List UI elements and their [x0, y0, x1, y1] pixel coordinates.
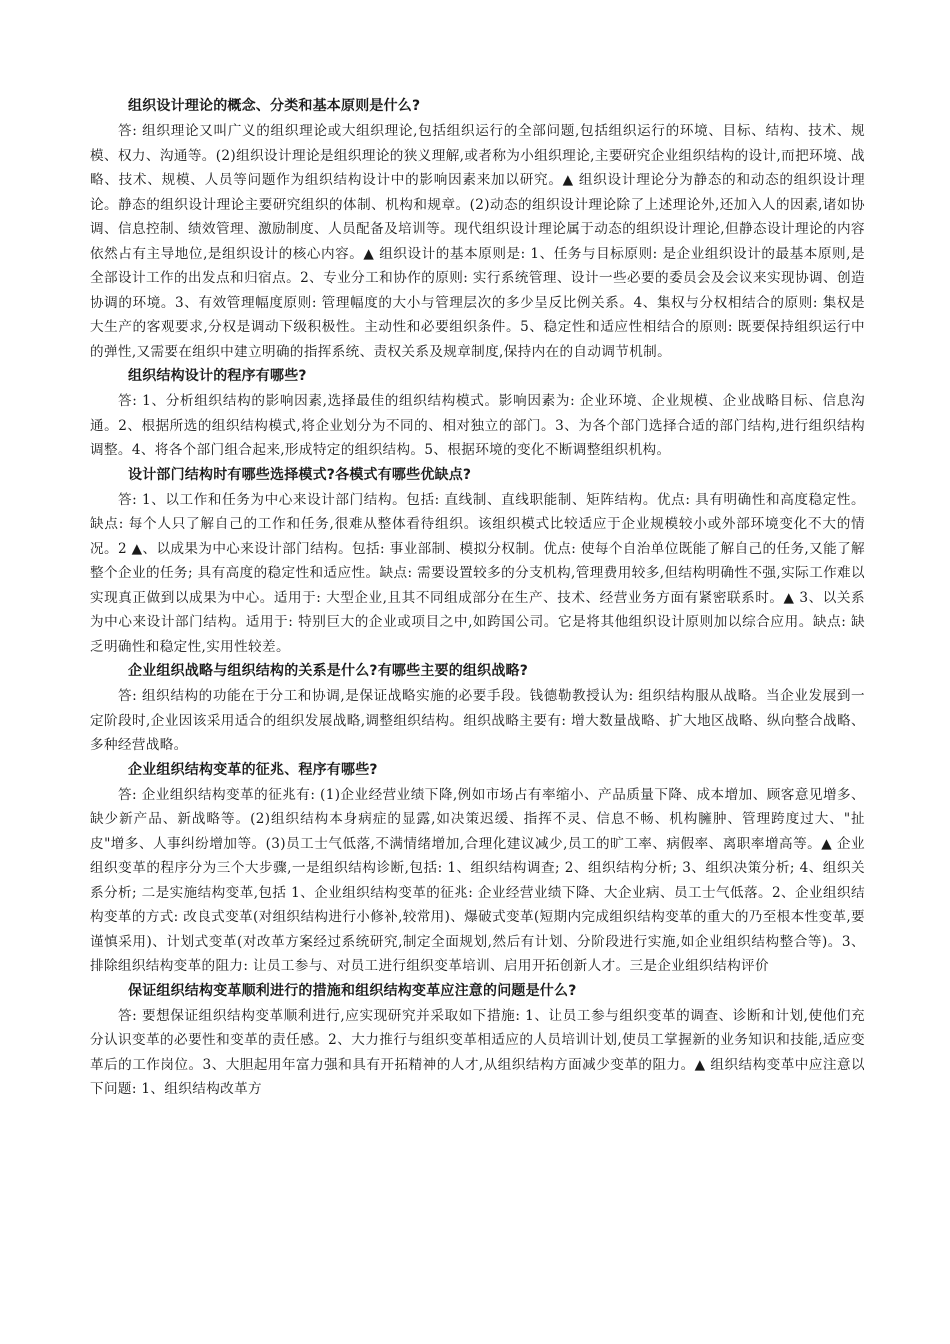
answer-text: 答: 要想保证组织结构变革顺利进行,应实现研究并采取如下措施: 1、让员工参与组织变革的调查、诊断和计划,使他们充分认识变革的必要性和变革的责任感。2、大力推行与组织变革相适应的人员培训计划,使员工掌握新的业务知识和技能,适应变革后的工作岗位。3、大胆起用年富力强和具有开拓精神的人才,从组织结构方面减少变革的阻力。▲ 组织结构变革中应注意以下问题: 1、组织结构改革方: [90, 1007, 865, 1097]
qa-section-department-models: [90, 463, 865, 660]
answer-text: 答: 组织结构的功能在于分工和协调,是保证战略实施的必要手段。钱德勒教授认为: 组织结构服从战略。当企业发展到一定阶段时,企业因该采用适合的组织发展战略,调整组织结构。组织战略主要有: 增大数量战略、扩大地区战略、纵向整合战略、多种经营战略。: [90, 688, 865, 753]
question-heading: 组织结构设计的程序有哪些?: [128, 368, 307, 384]
qa-section-strategy-structure: [90, 659, 865, 758]
answer-text: 答: 组织理论又叫广义的组织理论或大组织理论,包括组织运行的全部问题,包括组织运行的环境、目标、结构、技术、规模、权力、沟通等。(2)组织设计理论是组织理论的狭义理解,或者称为小组织理论,主要研究企业组织结构的设计,而把环境、战略、技术、规模、人员等问题作为组织结构设计中的影响因素来加以研究。▲ 组织设计理论分为静态的和动态的组织设计理论。静态的组织设计理论主要研究组织的体制、机构和规章。(2)动态的组织设计理论除了上述理论外,还加入人的因素,诸如协调、信息控制、绩效管理、激励制度、人员配备及培训等。现代组织设计理论属于动态的组织设计理论,但静态设计理论的内容依然占有主导地位,是组织设计的核心内容。▲ 组织设计的基本原则是: 1、任务与目标原则: 是企业组织设计的最基本原则,是全部设计工作的出发点和归宿点。2、专业分工和协作的原则: 实行系统管理、设计一些必要的委员会及会议来实现协调、创造协调的环境。3、有效管理幅度原则: 管理幅度的大小与管理层次的多少呈反比例关系。4、集权与分权相结合的原则: 集权是大生产的客观要求,分权是调动下级积极性。主动性和必要组织条件。5、稳定性和适应性相结合的原则: 既要保持组织运行中的弹性,又需要在组织中建立明确的指挥系统、责权关系及规章制度,保持内在的自动调节机制。: [90, 123, 865, 360]
qa-section-design-procedure: [90, 364, 865, 463]
question-heading: 企业组织结构变革的征兆、程序有哪些?: [128, 761, 378, 778]
question-heading: 企业组织战略与组织结构的关系是什么?有哪些主要的组织战略?: [128, 663, 529, 679]
answer-text: 答: 1、以工作和任务为中心来设计部门结构。包括: 直线制、直线职能制、矩阵结构。优点: 具有明确性和高度稳定性。缺点: 每个人只了解自己的工作和任务,很难从整体看待组织。该组织模式比较适应于企业规模较小或外部环境变化不大的情况。2 ▲、以成果为中心来设计部门结构。包括: 事业部制、模拟分权制。优点: 使每个自治单位既能了解自己的任务,又能了解整个企业的任务; 具有高度的稳定性和适应性。缺点: 需要设置较多的分支机构,管理费用较多,但结构明确性不强,实际工作难以实现真正做到以成果为中心。适用于: 大型企业,且其不同组成部分在生产、技术、经营业务方面有紧密联系时。▲ 3、以关系为中心来设计部门结构。适用于: 特别巨大的企业或项目之中,如跨国公司。它是将其他组织设计原则加以综合应用。缺点: 缺乏明确性和稳定性,实用性较差。: [90, 491, 865, 655]
question-heading: 设计部门结构时有哪些选择模式?各模式有哪些优缺点?: [128, 466, 472, 483]
document-page: [90, 92, 865, 1102]
qa-section-change-measures: [90, 979, 865, 1102]
answer-text: 答: 企业组织结构变革的征兆有: (1)企业经营业绩下降,例如市场占有率缩小、产品质量下降、成本增加、顾客意见增多、缺少新产品、新战略等。(2)组织结构本身病症的显露,如决策迟缓、指挥不灵、信息不畅、机构臃肿、管理跨度过大、"扯皮"增多、人事纠纷增加等。(3)员工士气低落,不满情绪增加,合理化建议减少,员工的旷工率、病假率、离职率增高等。▲ 企业组织变革的程序分为三个大步骤,一是组织结构诊断,包括: 1、组织结构调查; 2、组织结构分析; 3、组织决策分析; 4、组织关系分析; 二是实施结构变革,包括 1、企业组织结构变革的征兆: 企业经营业绩下降、大企业病、员工士气低落。2、企业组织结构变革的方式: 改良式变革(对组织结构进行小修补,较常用)、爆破式变革(短期内完成组织结构变革的重大的乃至根本性变革,要谨慎采用)、计划式变革(对改革方案经过系统研究,制定全面规划,然后有计划、分阶段进行实施,如企业组织结构整合等)。3、排除组织结构变革的阻力: 让员工参与、对员工进行组织变革培训、启用开拓创新人才。三是企业组织结构评价: [90, 786, 865, 974]
question-heading: 组织设计理论的概念、分类和基本原则是什么?: [128, 98, 421, 114]
question-heading: 保证组织结构变革顺利进行的措施和组织结构变革应注意的问题是什么?: [128, 982, 577, 999]
answer-text: 答: 1、分析组织结构的影响因素,选择最佳的组织结构模式。影响因素为: 企业环境、企业规模、企业战略目标、信息沟通。2、根据所选的组织结构模式,将企业划分为不同的、相对独立的部门。3、为各个部门选择合适的部门结构,进行组织结构调整。4、将各个部门组合起来,形成特定的组织结构。5、根据环境的变化不断调整组织机构。: [90, 393, 865, 458]
qa-section-org-design-theory: [90, 94, 865, 364]
qa-section-change-signs: [90, 758, 865, 979]
